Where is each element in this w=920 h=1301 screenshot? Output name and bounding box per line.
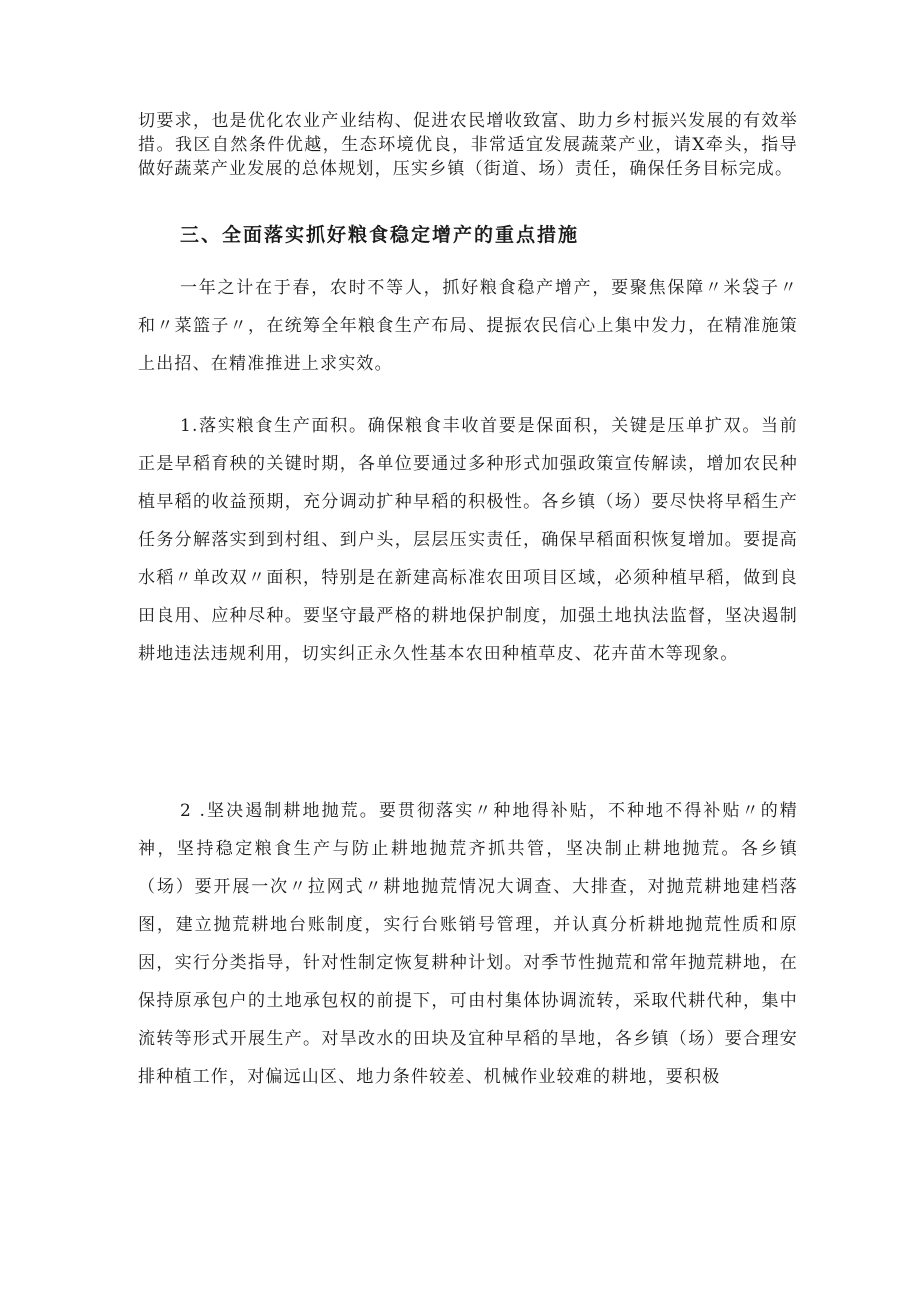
paragraph-farmland-abandonment: 2 .坚决遏制耕地抛荒。要贯彻落实〃种地得补贴，不种地不得补贴〃的精神，坚持稳定粮食生产与防止耕地抛荒齐抓共管，坚决制止耕地抛荒。各乡镇（场）要开展一次〃拉网式〃耕地抛荒情况大调查、大排查，对抛荒耕地建档落图，建立抛荒耕地台账制度，实行台账销号管理，并认真分析耕地抛荒性质和原因，实行分类指导，针对性制定恢复耕种计划。对季节性抛荒和常年抛荒耕地，在保持原承包户的土地承包权的前提下，可由村集体协调流转，采取代耕代种，集中流转等形式开展生产。对旱改水的田块及宜种早稻的旱地，各乡镇（场）要合理安排种植工作，对偏远山区、地力条件较差、机械作业较难的耕地，要积极 xyxy=(138,801,798,1087)
intro-paragraph: 切要求，也是优化农业产业结构、促进农民增收致富、助力乡村振兴发展的有效举措。我区自然条件优越，生态环境优良，非常适宜发展蔬菜产业，请X牵头，指导做好蔬菜产业发展的总体规划，压实乡镇（街道、场）责任，确保任务目标完成。 xyxy=(138,111,798,179)
paragraph-grain-production: 一年之计在于春，农时不等人，抓好粮食稳产增产，要聚焦保障〃米袋子〃和〃菜篮子〃，在统筹全年粮食生产布局、提振农民信心上集中发力，在精准施策上出招、在精准推进上求实效。 xyxy=(138,278,798,374)
section-heading: 三、全面落实抓好粮食稳定增产的重点措施 xyxy=(180,224,580,246)
paragraph-planting-area: 1.落实粮食生产面积。确保粮食丰收首要是保面积，关键是压单扩双。当前正是早稻育秧的关键时期，各单位要通过多种形式加强政策宣传解读，增加农民种植早稻的收益预期，充分调动扩种早稻的积极性。各乡镇（场）要尽快将早稻生产任务分解落实到到村组、到户头，层层压实责任，确保早稻面积恢复增加。要提高水稻〃单改双〃面积，特别是在新建高标准农田项目区域，必须种植早稻，做到良田良用、应种尽种。要坚守最严格的耕地保护制度，加强土地执法监督，坚决遏制耕地违法违规利用，切实纠正永久性基本农田种植草皮、花卉苗木等现象。 xyxy=(138,416,798,664)
